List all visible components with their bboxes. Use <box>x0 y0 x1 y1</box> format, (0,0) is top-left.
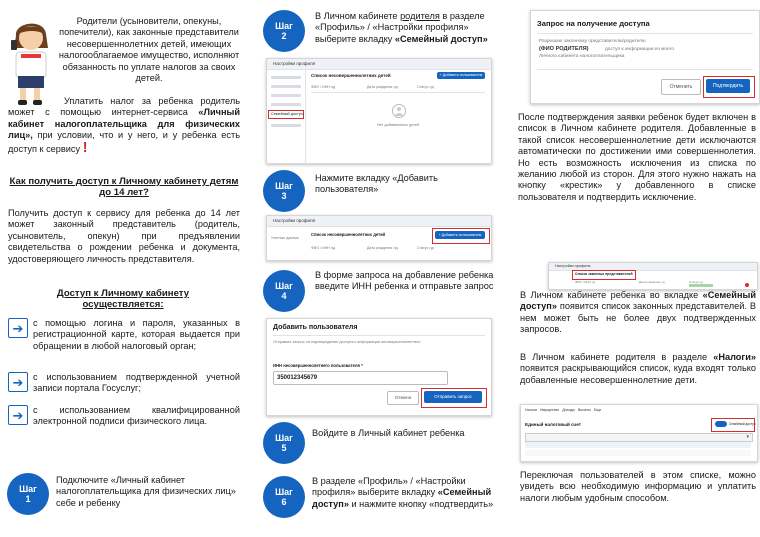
representatives-title: Список законных представителей <box>575 272 633 276</box>
chevron-down-icon: ▾ <box>746 434 749 440</box>
child-cabinet-text: В Личном кабинете ребенка во вкладке «Семейный доступ» появится список законных представителей. В нем может быть не более двух подтвержденных запросов. <box>520 290 756 335</box>
arrow-right-icon: ➔ <box>8 318 28 338</box>
step-1-badge: Шаг 1 <box>7 473 49 515</box>
screenshot-family-tab <box>266 58 492 164</box>
col-name: ФИО / ИНН лд <box>575 280 596 284</box>
empty-list-text: Нет добавленных детей <box>376 123 420 127</box>
request-line-1: Разрешаю законному представителю/родителю <box>539 39 646 44</box>
sidebar-item-family-access[interactable]: Семейный доступ <box>269 111 303 118</box>
exclamation-mark: ! <box>82 138 88 156</box>
cancel-button[interactable]: Отмена <box>387 391 419 405</box>
col-birth: Дата рождения лд <box>367 246 398 250</box>
request-parent-name: (ФИО РОДИТЕЛЯ) <box>539 46 589 52</box>
column-left <box>0 0 246 537</box>
menu-item-more[interactable]: Еще <box>593 408 602 412</box>
step-3-text: Нажмите вкладку «Добавить пользователя» <box>315 173 438 195</box>
way-gosuslugi: с использованием подтвержденной учетной записи портала Госуслуг; <box>33 372 240 394</box>
step-5-text: Войдите в Личный кабинет ребенка <box>312 428 465 438</box>
user-option[interactable] <box>525 442 751 448</box>
request-title: Запрос на получение доступа <box>537 19 650 28</box>
settings-header: Настройки профиля <box>549 263 757 271</box>
column-right <box>508 0 760 537</box>
top-menu <box>525 408 601 412</box>
highlight-confirm <box>703 76 755 98</box>
step-3-badge: Шаг 3 <box>263 170 305 212</box>
service-name: «Личный кабинет налогоплательщика для физических лиц», <box>8 107 240 141</box>
confirm-text: После подтверждения заявки ребенок будет включен в список в Личном кабинете родителя. Добавленные в такой список несовершеннолетние дети исключаются автоматически по достижении ими совершеннолетия. Но есть возможность исключения из списка по желанию любой из сторон. Для этого нужно нажать на кнопку «крестик» у добавленного в списке пользователя и подтвердить исключение. <box>518 112 756 202</box>
user-select[interactable] <box>525 433 753 442</box>
col-name: ФИО / ИНН лд <box>311 85 336 89</box>
step-6-badge: Шаг 6 <box>263 476 305 518</box>
step-5-badge: Шаг 5 <box>263 422 305 464</box>
step-2-text: В Личном кабинете родителя в разделе «Профиль» / «Настройки профиля» выберите вкладку «Семейный доступ» <box>315 11 488 44</box>
arrow-right-icon: ➔ <box>8 405 28 425</box>
settings-header: Настройки профиля <box>267 216 491 227</box>
request-line-3: доступ к информации из моего <box>605 47 675 52</box>
remove-icon[interactable] <box>745 283 749 287</box>
girl-with-phone-illustration <box>4 14 60 106</box>
confirm-button[interactable]: Подтвердить <box>706 79 750 93</box>
step-6-text: В разделе «Профиль» / «Настройки профиля» выберите вкладку «Семейный доступ» и нажмите кнопку «подтвердить» <box>312 476 494 509</box>
col-birth: Дата рождения лд <box>639 280 665 284</box>
form-description: Отправьте запрос на подтверждение доступа к информации несовершеннолетнего <box>273 340 421 344</box>
family-access-tab-name: «Семейный доступ» <box>312 487 492 509</box>
inn-label: ИНН несовершеннолетнего пользователя * <box>273 363 363 368</box>
heading-access: Как получить доступ к Личному кабинету детям до 14 лет? <box>9 176 239 199</box>
access-text: Получить доступ к сервису для ребенка до 14 лет может законный представитель (родитель, усыновитель, опекун) при предъявлении свидетельства о рождении ребенка и документа, удостоверяющего личность представителя. <box>8 208 240 264</box>
add-user-button[interactable]: + Добавить пользователя <box>435 231 485 239</box>
request-line-4: Личного кабинета налогоплательщика <box>539 54 625 59</box>
children-list-title: Список несовершеннолетних детей <box>311 73 391 78</box>
menu-item-taxes[interactable]: Налоги <box>525 408 538 412</box>
toggle-label: Семейный доступ <box>729 422 756 426</box>
step-4-badge: Шаг 4 <box>263 270 305 312</box>
switch-text: Переключая пользователей в этом списке, можно увидеть всю необходимую информацию и уплатить налоги любым удобным способом. <box>520 470 756 503</box>
parent-word: родителя <box>400 11 440 21</box>
inn-input[interactable]: 350012345679 <box>273 371 448 385</box>
add-user-button[interactable]: + Добавить пользователя <box>437 72 485 79</box>
screenshot-taxes-switcher <box>520 404 758 462</box>
heading-ways: Доступ к Личному кабинету осуществляется: <box>56 288 190 311</box>
parent-cabinet-text: В Личном кабинете родителя в разделе «Налоги» появится раскрывающийся список, куда входят только добавленные несовершеннолетние дети. <box>520 352 756 385</box>
arrow-right-icon: ➔ <box>8 372 28 392</box>
pay-text-1: Уплатить налог за ребенка родитель может с помощью интернет-сервиса <box>8 96 240 118</box>
menu-item-deductions[interactable]: Вычеты <box>577 408 591 412</box>
pay-paragraph <box>8 96 240 155</box>
children-list-title: Список несовершеннолетних детей <box>311 232 386 237</box>
sidebar-item-accounts[interactable]: Учетные данные <box>271 236 299 240</box>
way-login: с помощью логина и пароля, указанных в регистрационной карте, которая выдается при обращении в любой налоговый орган; <box>33 318 240 351</box>
settings-sidebar <box>267 70 306 163</box>
cancel-button[interactable]: Отменить <box>661 79 701 95</box>
send-request-button[interactable]: Отправить запрос <box>424 391 482 403</box>
step-1-text: Подключите «Личный кабинет налогоплательщика для физических лиц» себе и ребенку <box>56 475 236 508</box>
empty-state-icon <box>391 103 407 119</box>
col-status: Статус лд <box>417 85 434 89</box>
user-option[interactable] <box>525 450 751 456</box>
screenshot-access-request <box>530 10 760 104</box>
step-2-badge: Шаг 2 <box>263 10 305 52</box>
settings-header: Настройки профиля <box>267 59 491 70</box>
way-signature: с использованием квалифицированной электронной подписи физического лица. <box>33 405 240 427</box>
highlight-representatives <box>572 270 636 280</box>
highlight-send-request <box>421 388 487 408</box>
col-birth: Дата рождения лд <box>367 85 398 89</box>
highlight-toggle <box>711 418 755 432</box>
screenshot-add-user <box>266 215 492 261</box>
screenshot-representatives-list <box>548 262 758 290</box>
col-status: Статус лд <box>417 246 434 250</box>
step-4-text: В форме запроса на добавление ребенка введите ИНН ребенка и отправьте запрос <box>315 270 494 292</box>
highlight-add-user <box>432 228 490 244</box>
intro-text: Родители (усыновители, опекуны, попечители), как законные представители несовершеннолетних детей, имеющих налогооблагаемое имущество, исполняют обязанность по уплате налогов за своих детей. <box>58 16 240 84</box>
pay-text-2: при условии, что и у него, и у ребенка есть доступ к сервису <box>8 130 240 154</box>
form-title: Добавить пользователя <box>273 324 358 331</box>
tax-account-title: Единый налоговый счет <box>525 422 581 427</box>
column-middle <box>254 0 500 537</box>
menu-item-income[interactable]: Доходы <box>562 408 575 412</box>
col-name: ФИО / ИНН лд <box>311 246 336 250</box>
family-access-tab-name: «Семейный доступ» <box>394 33 488 44</box>
menu-item-property[interactable]: Имущество <box>540 408 560 412</box>
col-status: Статус лд <box>689 280 703 284</box>
screenshot-add-user-form <box>266 318 492 416</box>
